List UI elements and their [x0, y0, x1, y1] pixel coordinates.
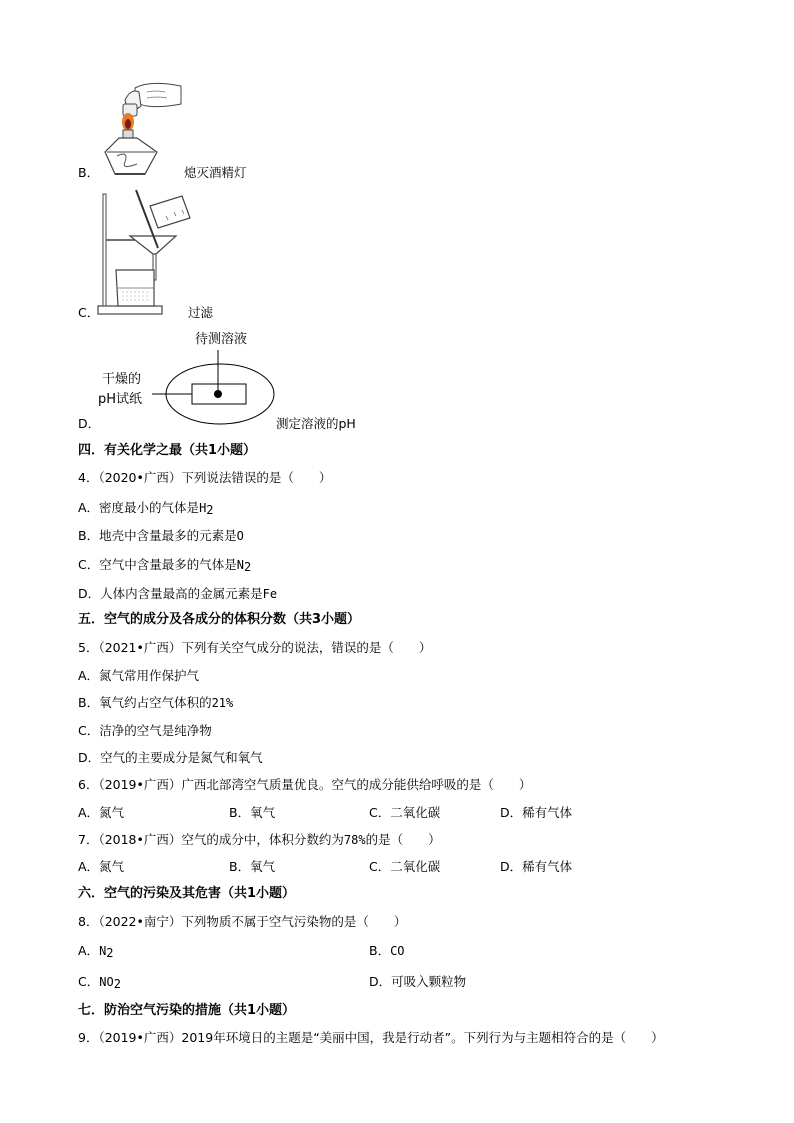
- option-c-caption: 过滤: [188, 305, 214, 320]
- q8-option-b[interactable]: [369, 943, 405, 959]
- section6-heading: 六．空气的污染及其危害（共1小题）: [78, 886, 296, 901]
- q8-option-d[interactable]: D．可吸入颗粒物: [369, 974, 467, 989]
- q4-option-d-text: D．人体内含量最高的金属元素是: [78, 586, 263, 601]
- q8-option-c[interactable]: [78, 974, 121, 990]
- q7-option-d[interactable]: D．稀有气体: [500, 859, 573, 874]
- q8-option-c-letter: C．: [78, 974, 100, 989]
- q4-option-c-text: C．空气中含量最多的气体是: [78, 557, 237, 572]
- option-b-letter: B．: [78, 165, 100, 180]
- q4-option-b-formula: O: [236, 529, 244, 543]
- option-d-caption: 测定溶液的pH: [276, 416, 356, 431]
- q5-option-b-text: B．氧气约占空气体积的: [78, 695, 212, 710]
- q4-option-d[interactable]: [78, 586, 277, 602]
- q7-option-c[interactable]: C．二氧化碳: [369, 859, 441, 874]
- section7-heading: 七．防治空气污染的措施（共1小题）: [78, 1003, 296, 1018]
- q5-option-a[interactable]: A．氮气常用作保护气: [78, 668, 200, 683]
- q7-text-pre: 7．（2018•广西）空气的成分中，体积分数约为: [78, 832, 344, 847]
- q7-text-post: 的是（ ）: [365, 832, 441, 847]
- alcohol-lamp-figure: [95, 78, 185, 178]
- q7-option-b[interactable]: B．氧气: [229, 859, 276, 874]
- q8-option-a-sub: 2: [106, 946, 114, 960]
- q4-option-d-formula: Fe: [262, 587, 278, 601]
- q4-option-a-formula: H: [199, 501, 207, 515]
- question-8: 8．（2022•南宁）下列物质不属于空气污染物的是（ ）: [78, 914, 407, 929]
- label-test-solution: 待测溶液: [195, 332, 248, 347]
- q4-option-a-sub: 2: [206, 503, 214, 517]
- q5-option-c[interactable]: C．洁净的空气是纯净物: [78, 723, 212, 738]
- ph-test-figure: [140, 350, 280, 430]
- q5-option-b-num: 21%: [211, 696, 234, 710]
- q4-option-b[interactable]: [78, 528, 244, 544]
- q4-option-a[interactable]: [78, 500, 214, 516]
- q4-option-c[interactable]: [78, 557, 251, 573]
- q4-option-b-text: B．地壳中含量最多的元素是: [78, 528, 237, 543]
- q8-option-a-letter: A．: [78, 943, 100, 958]
- option-d-letter: D．: [78, 416, 101, 431]
- section5-heading: 五．空气的成分及各成分的体积分数（共3小题）: [78, 612, 361, 627]
- q8-option-b-letter: B．: [369, 943, 391, 958]
- q5-option-b[interactable]: [78, 695, 233, 711]
- q8-option-a[interactable]: [78, 943, 114, 959]
- question-4: 4．（2020•广西）下列说法错误的是（ ）: [78, 470, 332, 485]
- q4-option-a-text: A．密度最小的气体是: [78, 500, 200, 515]
- q8-option-c-sub: 2: [113, 977, 121, 991]
- question-7: [78, 832, 441, 848]
- q7-num: 78%: [343, 833, 366, 847]
- filtration-figure: [96, 188, 196, 320]
- q6-option-d[interactable]: D．稀有气体: [500, 805, 573, 820]
- q4-option-c-formula: N: [236, 558, 244, 572]
- q4-option-c-sub: 2: [243, 560, 252, 574]
- q8-option-a-formula: N: [99, 944, 107, 958]
- q5-option-d[interactable]: D．空气的主要成分是氮气和氧气: [78, 750, 263, 765]
- option-c-letter: C．: [78, 305, 100, 320]
- q7-option-a[interactable]: A．氮气: [78, 859, 125, 874]
- option-b-caption: 熄灭酒精灯: [184, 165, 247, 180]
- question-5: 5．（2021•广西）下列有关空气成分的说法，错误的是（ ）: [78, 640, 432, 655]
- section4-heading: 四．有关化学之最（共1小题）: [78, 443, 257, 458]
- label-ph-paper: pH试纸: [98, 392, 143, 407]
- q6-option-c[interactable]: C．二氧化碳: [369, 805, 441, 820]
- q8-option-c-formula: NO: [99, 975, 114, 989]
- q6-option-a[interactable]: A．氮气: [78, 805, 125, 820]
- question-9: 9．（2019•广西）2019年环境日的主题是“美丽中国，我是行动者”。下列行为与主题相符合的是（ ）: [78, 1030, 664, 1045]
- question-6: 6．（2019•广西）广西北部湾空气质量优良。空气的成分能供给呼吸的是（ ）: [78, 777, 532, 792]
- label-dry-paper: 干燥的: [102, 372, 142, 387]
- q6-option-b[interactable]: B．氧气: [229, 805, 276, 820]
- q8-option-b-formula: CO: [390, 944, 405, 958]
